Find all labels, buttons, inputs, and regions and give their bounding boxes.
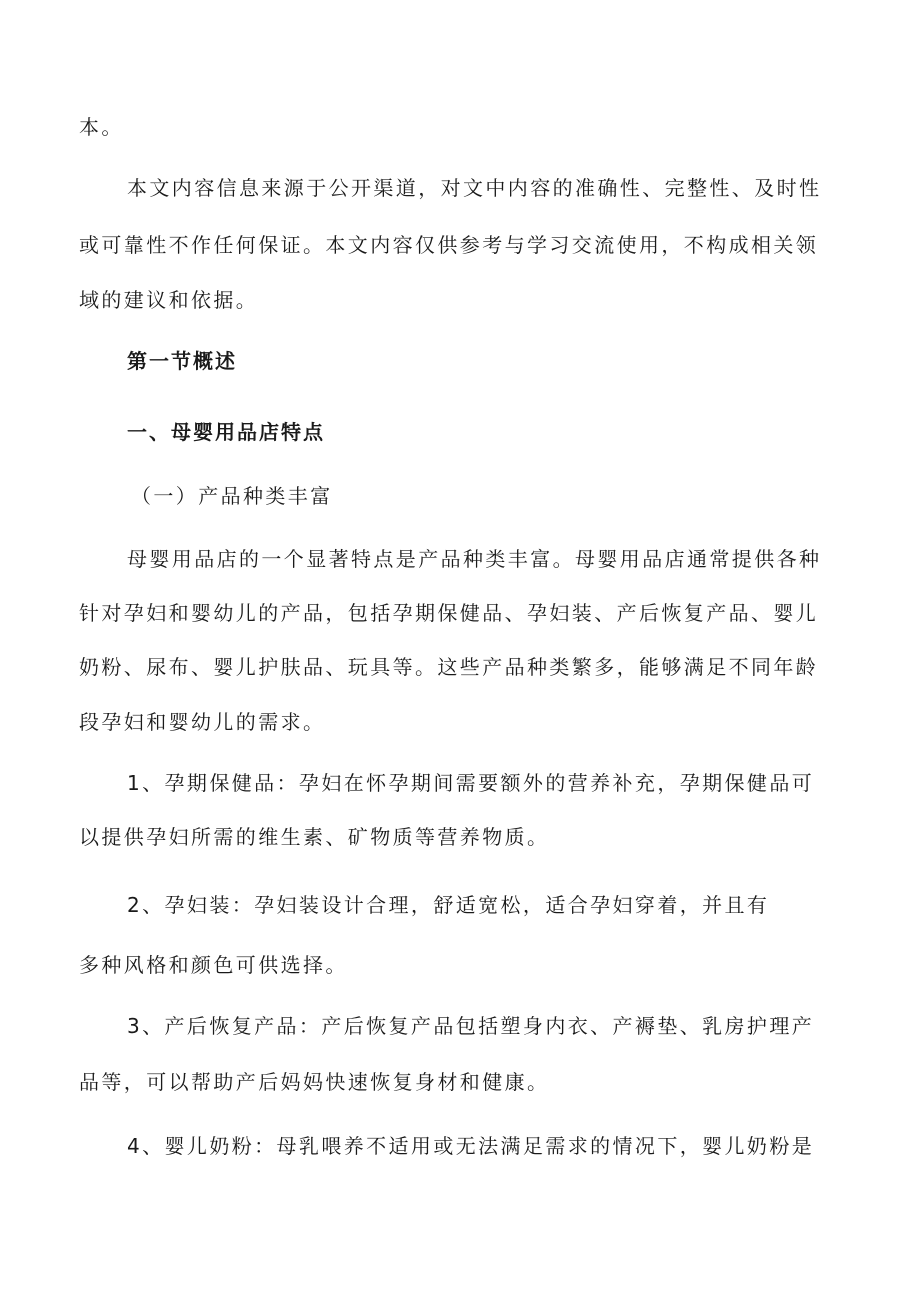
text-line: 奶粉、尿布、婴儿护肤品、玩具等。这些产品种类繁多，能够满足不同年龄 <box>79 655 819 679</box>
text-line: 本文内容信息来源于公开渠道，对文中内容的准确性、完整性、及时性 <box>127 176 822 200</box>
text-line: 母婴用品店的一个显著特点是产品种类丰富。母婴用品店通常提供各种 <box>127 547 822 571</box>
text-line: 本。 <box>79 115 124 139</box>
text-line: 多种风格和颜色可供选择。 <box>79 953 348 977</box>
text-line: 1、孕期保健品：孕妇在怀孕期间需要额外的营养补充，孕期保健品可 <box>127 771 815 795</box>
sub-subsection-heading: （一）产品种类丰富 <box>131 484 333 508</box>
text-line: 针对孕妇和婴幼儿的产品，包括孕期保健品、孕妇装、产后恢复产品、婴儿 <box>79 601 819 625</box>
text-line: 品等，可以帮助产后妈妈快速恢复身材和健康。 <box>79 1070 550 1094</box>
subsection-heading: 一、母婴用品店特点 <box>127 420 325 444</box>
text-line: 或可靠性不作任何保证。本文内容仅供参考与学习交流使用，不构成相关领 <box>79 233 819 257</box>
text-line: 4、婴儿奶粉：母乳喂养不适用或无法满足需求的情况下，婴儿奶粉是 <box>127 1134 815 1158</box>
text-line: 域的建议和依据。 <box>79 288 259 312</box>
text-line: 2、孕妇装：孕妇装设计合理，舒适宽松，适合孕妇穿着，并且有 <box>127 893 770 917</box>
text-line: 以提供孕妇所需的维生素、矿物质等营养物质。 <box>79 825 550 849</box>
text-line: 3、产后恢复产品：产后恢复产品包括塑身内衣、产褥垫、乳房护理产 <box>127 1014 815 1038</box>
text-line: 段孕妇和婴幼儿的需求。 <box>79 710 326 734</box>
section-heading: 第一节概述 <box>127 349 237 373</box>
